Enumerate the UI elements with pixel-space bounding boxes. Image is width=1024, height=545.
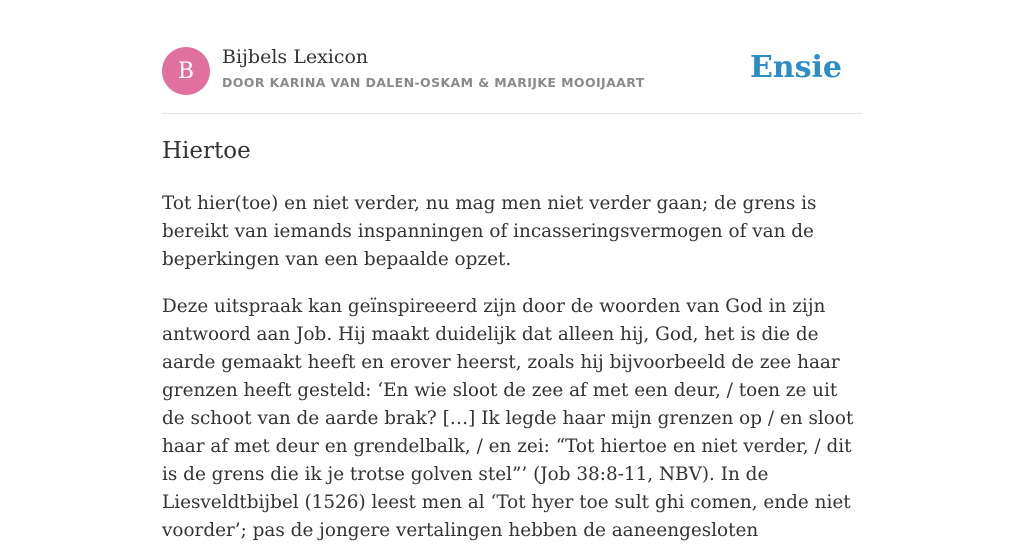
article-paragraph: Tot hier(toe) en niet verder, nu mag men niet verder gaan; de grens is bereikt van iemands inspanningen of incasseringsvermogen of van de beperkingen van een bepaalde opzet. — [162, 193, 817, 270]
source-title[interactable]: Bijbels Lexicon — [222, 46, 369, 68]
article-heading: Hiertoe — [162, 138, 251, 164]
page — [162, 0, 862, 541]
header — [162, 0, 862, 114]
ensie-logo[interactable]: Ensie — [749, 50, 842, 85]
avatar[interactable]: B — [162, 47, 210, 95]
article-paragraph: Deze uitspraak kan geïnspireeerd zijn door de woorden van God in zijn antwoord aan Job. Hij maakt duidelijk dat alleen hij, God, het is die de aarde gemaakt heeft en erover heerst, zoals hij bijvoorbeeld de zee haar grenzen heeft gesteld: ‘En wie sloot de zee af met een deur, / toen ze uit de schoot van de aarde brak? […] Ik legde haar mijn grenzen op / en sloot haar af met deur en grendelbalk, / en zei: “Tot hiertoe en niet verder, / dit is de grens die ik je trotse golven stel”’ (Job 38:8-11, NBV). In de Liesveldtbijbel (1526) leest men al ‘Tot hyer toe sult ghi comen, ende niet voorder’; pas de jongere vertalingen hebben de aaneengesloten — [162, 296, 854, 541]
authors-line: DOOR KARINA VAN DALEN-OSKAM & MARIJKE MOOIJAART — [222, 75, 645, 90]
